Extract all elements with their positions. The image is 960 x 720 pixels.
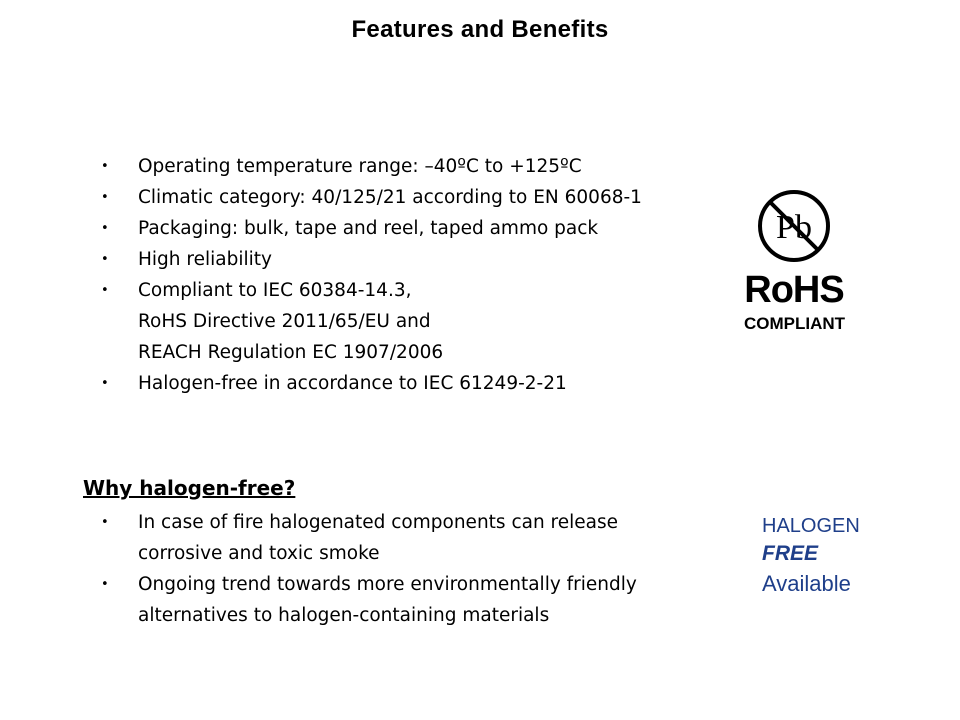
reason-text: Ongoing trend towards more environmentally friendly	[138, 574, 637, 595]
reason-text: corrosive and toxic smoke	[138, 543, 380, 564]
bullet-icon: •	[101, 515, 109, 530]
feature-text: High reliability	[138, 249, 272, 270]
feature-item	[101, 244, 738, 275]
available-label: Available	[762, 571, 851, 596]
halogen-label: HALOGEN	[762, 515, 860, 537]
bullet-icon: •	[101, 159, 109, 174]
feature-text: Compliant to IEC 60384-14.3,	[138, 280, 412, 301]
why-halogen-free-heading: Why halogen-free?	[83, 476, 296, 500]
compliant-label: COMPLIANT	[744, 314, 846, 333]
features-list	[101, 151, 738, 399]
feature-item	[101, 182, 738, 213]
reason-item	[101, 507, 738, 569]
reason-text: In case of fire halogenated components can release	[138, 512, 619, 533]
free-label: FREE	[762, 542, 819, 565]
reason-text: alternatives to halogen-containing materials	[138, 605, 550, 626]
bullet-icon: •	[101, 252, 109, 267]
bullet-icon: •	[101, 376, 109, 391]
feature-item	[101, 213, 738, 244]
reason-item	[101, 569, 738, 631]
feature-text: Halogen-free in accordance to IEC 61249-2-21	[138, 373, 567, 394]
feature-item	[101, 275, 738, 368]
halogen-reasons-list	[101, 507, 738, 631]
feature-item	[101, 368, 738, 399]
feature-text: Climatic category: 40/125/21 according to EN 60068-1	[138, 187, 642, 208]
page-title: Features and Benefits	[351, 16, 609, 43]
bullet-icon: •	[101, 190, 109, 205]
bullet-icon: •	[101, 577, 109, 592]
feature-item	[101, 151, 738, 182]
feature-text: RoHS Directive 2011/65/EU and	[138, 311, 431, 332]
feature-text: Operating temperature range: –40ºC to +125ºC	[138, 156, 582, 177]
bullet-icon: •	[101, 221, 109, 236]
feature-text: Packaging: bulk, tape and reel, taped ammo pack	[138, 218, 599, 239]
bullet-icon: •	[101, 283, 109, 298]
rohs-compliant-logo	[744, 186, 844, 346]
rohs-label: RoHS	[744, 269, 844, 311]
feature-text: REACH Regulation EC 1907/2006	[138, 342, 444, 363]
pb-symbol: Pb	[776, 209, 812, 246]
halogen-free-badge	[762, 512, 882, 601]
